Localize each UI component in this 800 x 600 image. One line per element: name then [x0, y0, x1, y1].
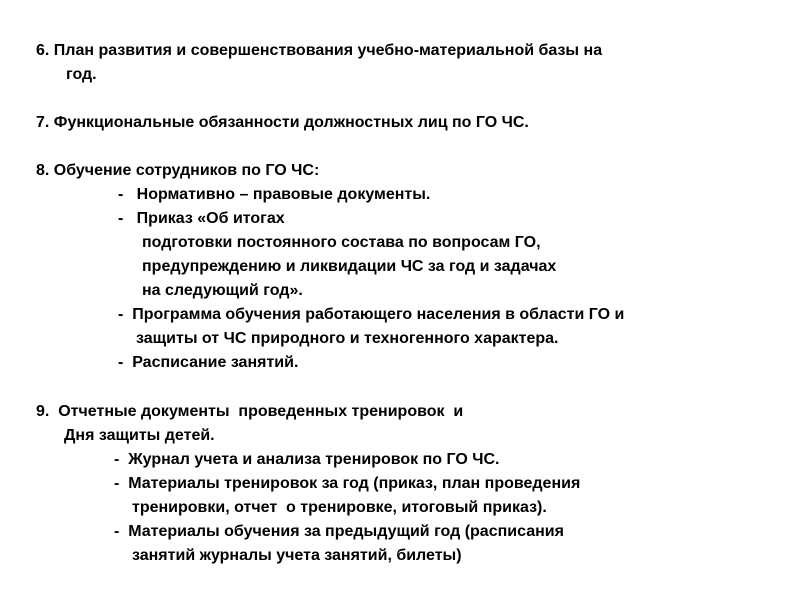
section-9-item-3-line-1: - Материалы обучения за предыдущий год (расписания — [114, 523, 564, 540]
section-8-heading: 8. Обучение сотрудников по ГО ЧС: — [36, 162, 320, 179]
section-8-item-2-line-2: подготовки постоянного состава по вопросам ГО, — [142, 234, 541, 251]
section-8-item-1: - Нормативно – правовые документы. — [118, 186, 431, 203]
section-8-item-2-line-3: предупреждению и ликвидации ЧС за год и задачах — [142, 258, 557, 275]
section-8-item-3-line-1: - Программа обучения работающего населения в области ГО и — [118, 306, 625, 323]
section-9-heading-line-1: 9. Отчетные документы проведенных тренировок и — [36, 403, 464, 420]
section-8-item-3-line-2: защиты от ЧС природного и техногенного характера. — [136, 330, 559, 347]
section-6-line-2: год. — [66, 66, 97, 83]
section-9-item-2-line-2: тренировки, отчет о тренировке, итоговый приказ). — [132, 499, 547, 516]
section-8-item-2-line-4: на следующий год». — [142, 282, 303, 299]
section-8-item-2-line-1: - Приказ «Об итогах — [118, 210, 285, 227]
section-9-item-2-line-1: - Материалы тренировок за год (приказ, план проведения — [114, 475, 581, 492]
section-8-item-4: - Расписание занятий. — [118, 354, 299, 371]
section-7-line-1: 7. Функциональные обязанности должностных лиц по ГО ЧС. — [36, 114, 529, 131]
section-6-line-1: 6. План развития и совершенствования учебно-материальной базы на — [36, 42, 603, 59]
section-9-item-1: - Журнал учета и анализа тренировок по ГО ЧС. — [114, 451, 500, 468]
section-9-item-3-line-2: занятий журналы учета занятий, билеты) — [132, 547, 462, 564]
section-9-heading-line-2: Дня защиты детей. — [64, 427, 215, 444]
